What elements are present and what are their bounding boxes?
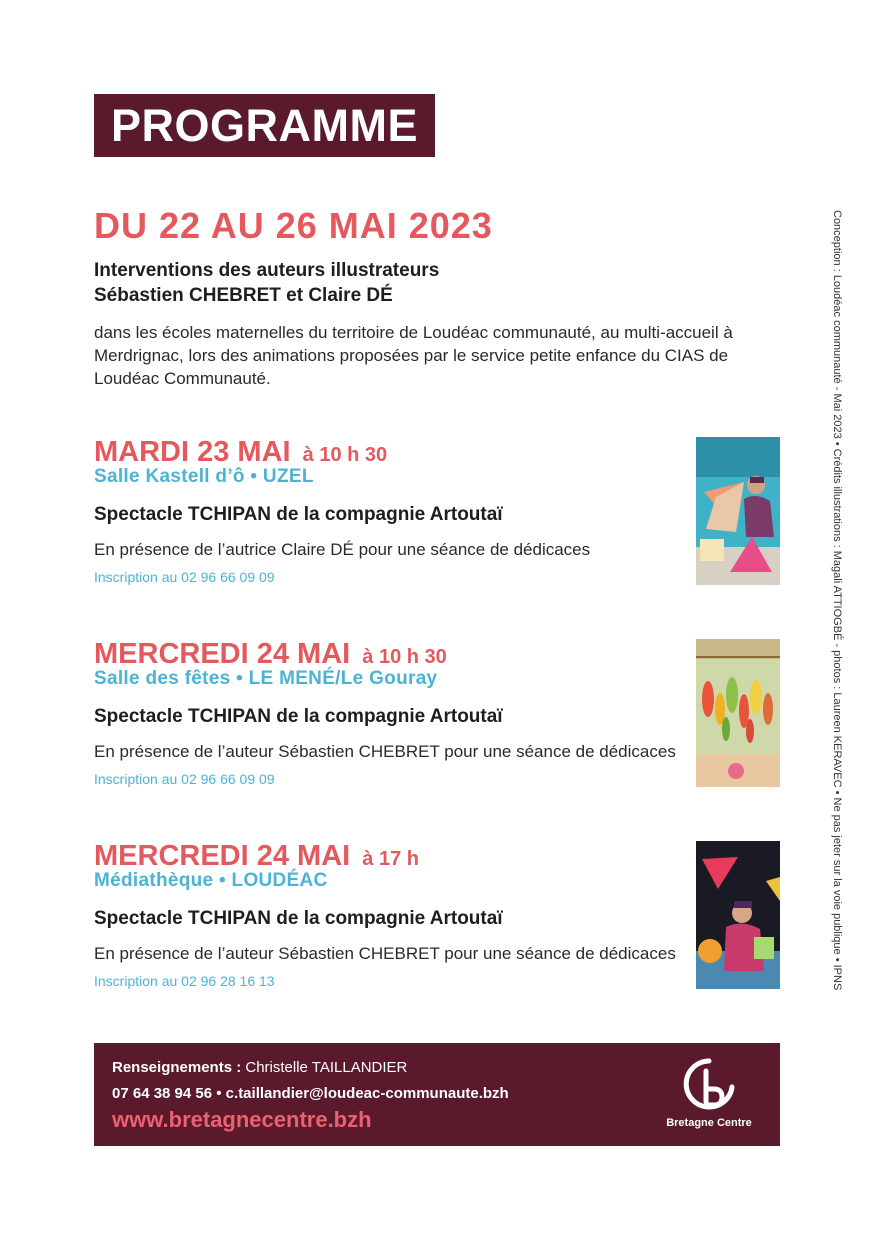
intro-title xyxy=(94,258,439,308)
event-inscription: Inscription au 02 96 66 09 09 xyxy=(94,771,275,787)
bretagne-centre-logo xyxy=(654,1057,764,1137)
vertical-credits xyxy=(833,210,853,1040)
performer-stage-photo-image xyxy=(696,841,780,989)
event-show: Spectacle TCHIPAN de la compagnie Artoutaï xyxy=(94,706,503,727)
website-link[interactable]: www.bretagnecentre.bzh xyxy=(112,1107,372,1132)
intro-title-line2: Sébastien CHEBRET et Claire DÉ xyxy=(94,285,393,306)
event-photo-3 xyxy=(696,841,780,989)
event-2 xyxy=(94,638,784,788)
event-place: Médiathèque • LOUDÉAC xyxy=(94,870,328,891)
event-presence: En présence de l’autrice Claire DÉ pour une séance de dédicaces xyxy=(94,540,591,559)
event-inscription: Inscription au 02 96 28 16 13 xyxy=(94,973,275,989)
event-inscription: Inscription au 02 96 66 09 09 xyxy=(94,569,275,585)
event-place: Salle des fêtes • LE MENÉ/Le Gouray xyxy=(94,668,438,689)
contact-name: Christelle TAILLANDIER xyxy=(245,1059,408,1076)
event-show: Spectacle TCHIPAN de la compagnie Artoutaï xyxy=(94,504,503,525)
bretagne-centre-logo-icon xyxy=(682,1057,736,1113)
contact-phone-email[interactable]: 07 64 38 94 56 • c.taillandier@loudeac-communaute.bzh xyxy=(112,1085,509,1102)
event-time: à 10 h 30 xyxy=(362,646,447,668)
event-day: MARDI 23 MAI xyxy=(94,436,291,468)
page-title: PROGRAMME xyxy=(111,99,418,151)
event-day: MERCREDI 24 MAI xyxy=(94,638,351,670)
date-range: DU 22 AU 26 MAI 2023 xyxy=(94,205,493,246)
contact-label: Renseignements : xyxy=(112,1059,242,1076)
event-time: à 17 h xyxy=(362,848,419,870)
intro-title-line1: Interventions des auteurs illustrateurs xyxy=(94,260,440,281)
page-title-box xyxy=(94,94,435,157)
event-show: Spectacle TCHIPAN de la compagnie Artoutaï xyxy=(94,908,503,929)
event-photo-1 xyxy=(696,437,780,585)
event-place: Salle Kastell d’ô • UZEL xyxy=(94,466,314,487)
event-3 xyxy=(94,840,784,990)
event-photo-2 xyxy=(696,639,780,787)
logo-text: Bretagne Centre xyxy=(666,1117,752,1129)
contact-line xyxy=(112,1059,407,1076)
event-time: à 10 h 30 xyxy=(302,444,388,466)
event-date xyxy=(94,436,387,469)
footer-contact-box xyxy=(94,1043,780,1146)
mobile-leaves-photo-image xyxy=(696,639,780,787)
event-date xyxy=(94,840,419,873)
performer-photo-image xyxy=(696,437,780,585)
event-date xyxy=(94,638,447,671)
event-presence: En présence de l’auteur Sébastien CHEBRET pour une séance de dédicaces xyxy=(94,944,676,963)
credits-text: Conception : Loudéac communauté - Mai 2023 • Crédits illustrations : Magali ATTIOGBÉ - photos : Laureen KERAVEC • Ne pas jeter sur la voie publique • IPNS xyxy=(831,210,843,991)
event-1 xyxy=(94,436,784,586)
event-day: MERCREDI 24 MAI xyxy=(94,840,351,872)
intro-text: dans les écoles maternelles du territoire de Loudéac communauté, au multi-accueil à Merdrignac, lors des animations proposées par le service petite enfance du CIAS de Loudéac Communauté. xyxy=(94,323,733,388)
event-presence: En présence de l’auteur Sébastien CHEBRET pour une séance de dédicaces xyxy=(94,742,676,761)
